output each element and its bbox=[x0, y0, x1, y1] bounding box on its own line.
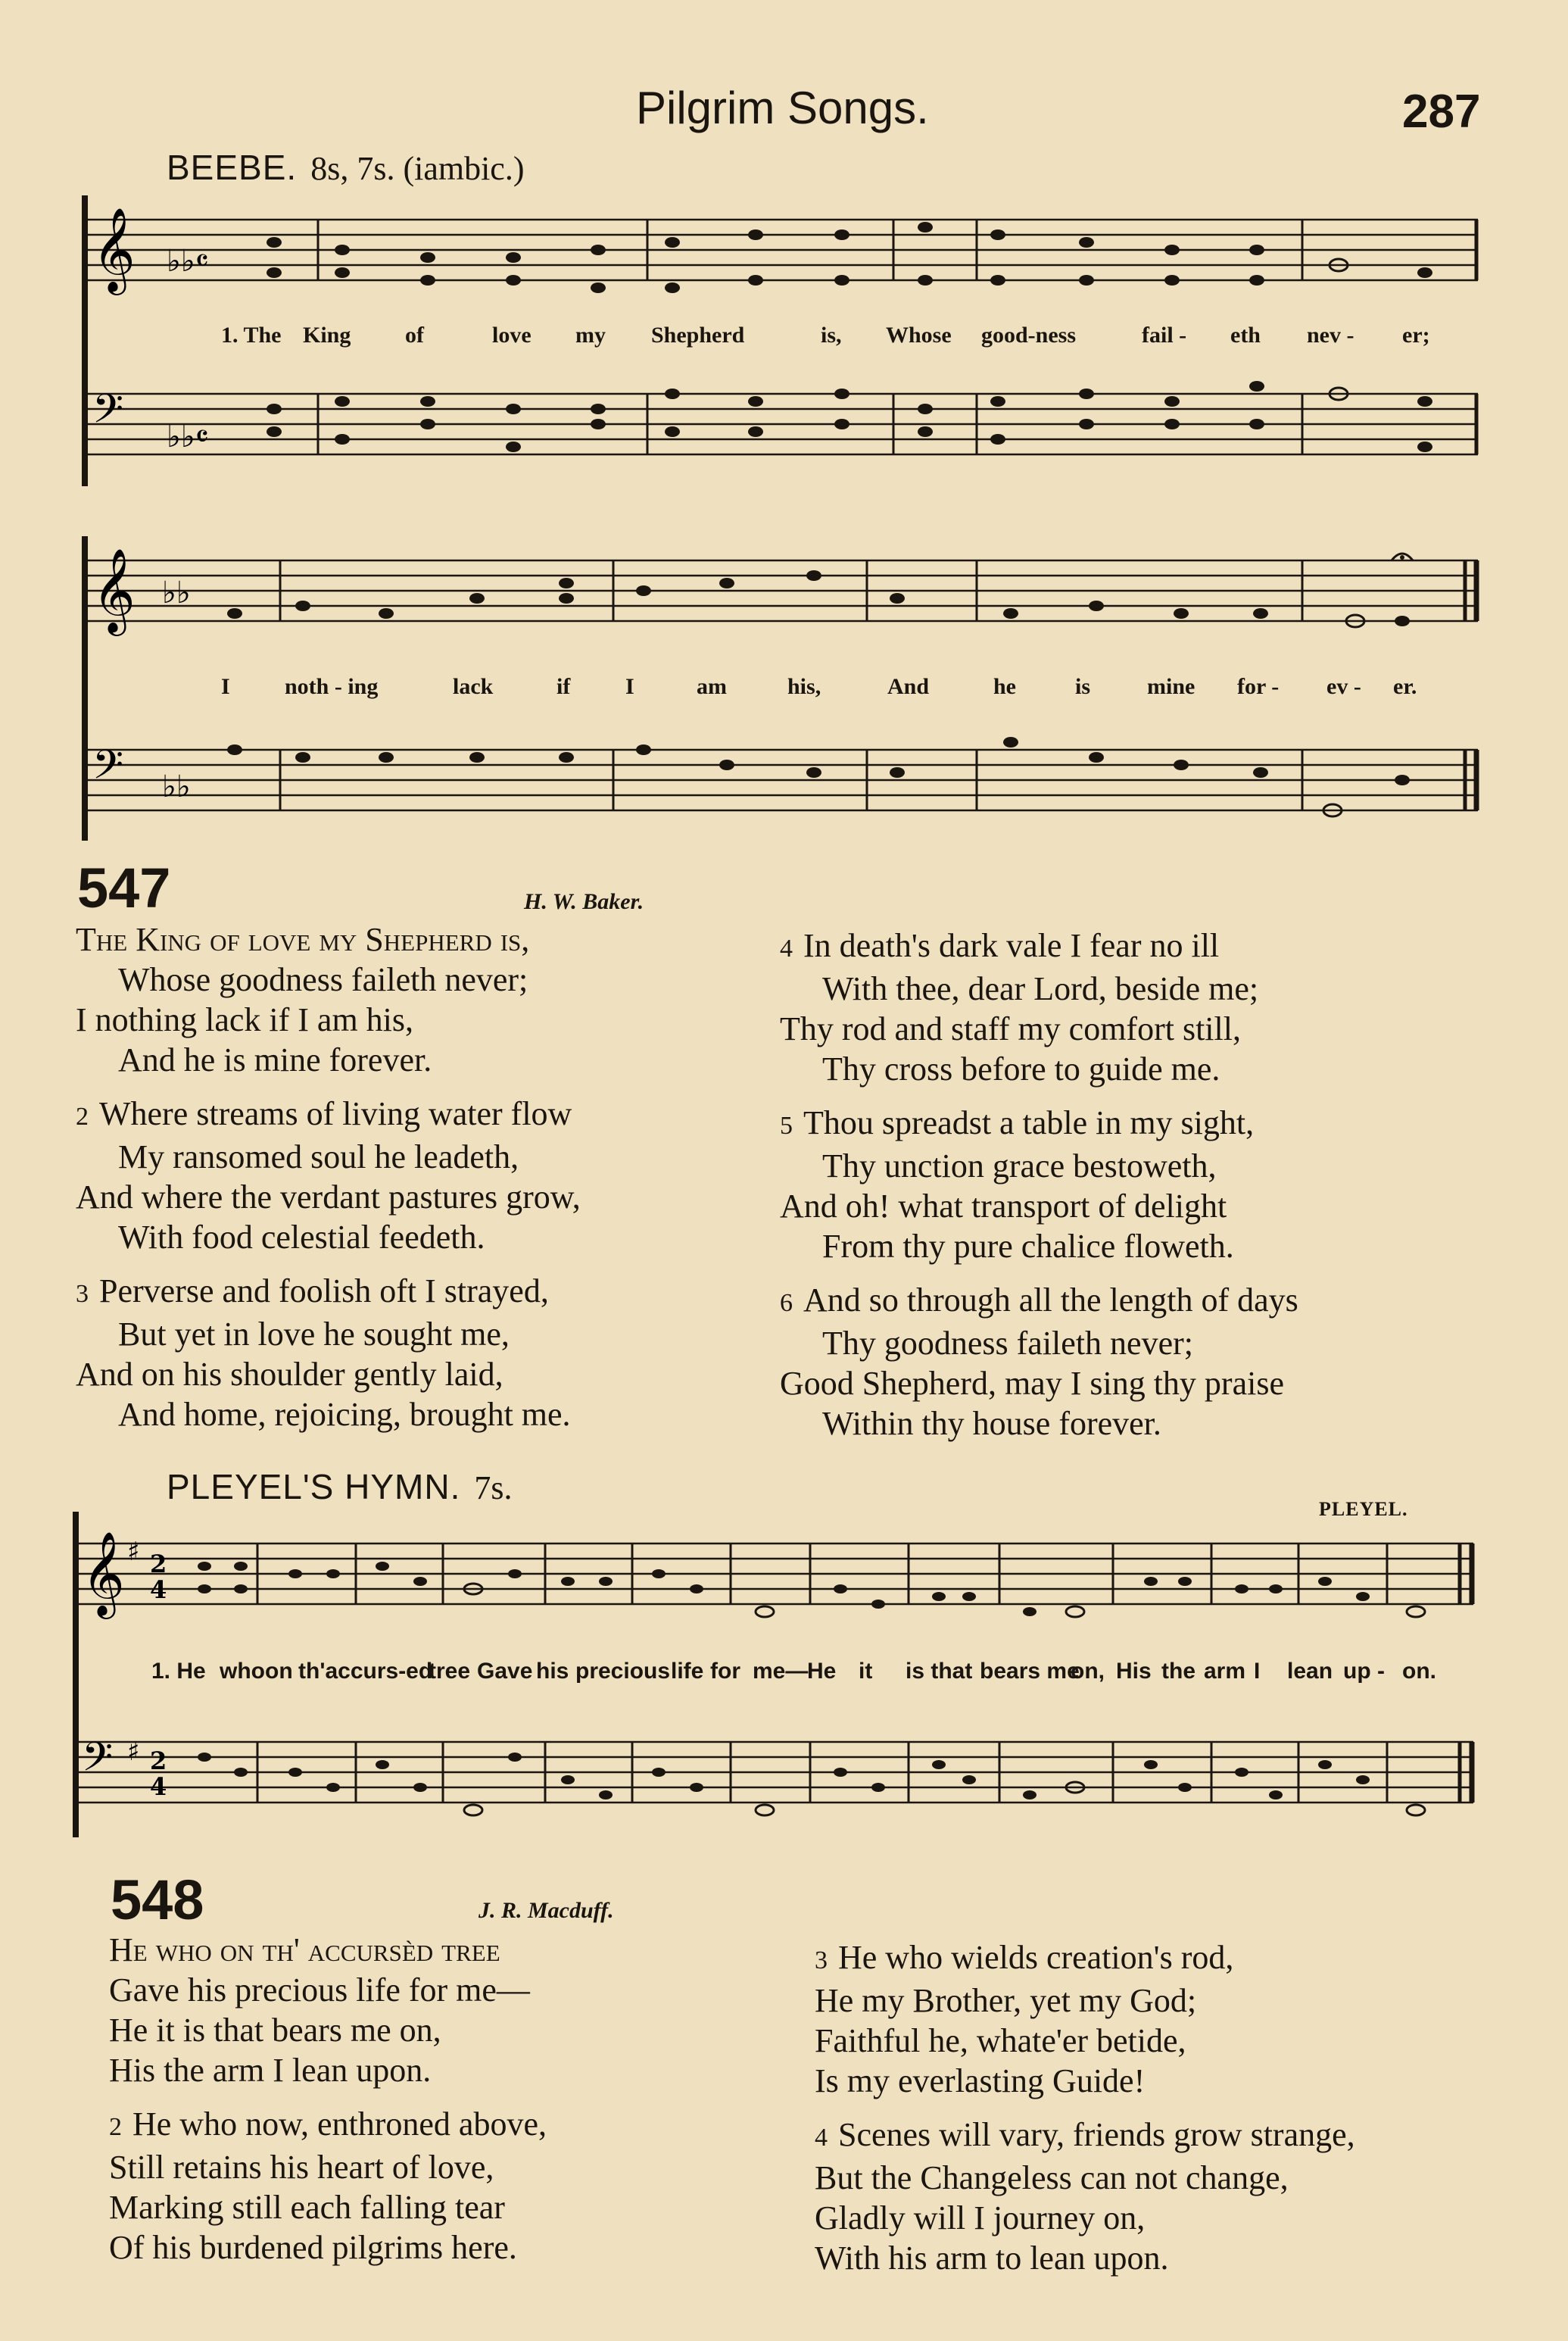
stanza: 3 Perverse and foolish oft I strayed, But yet in love he sought me, And on his shoulder gently laid, And home, rejoicing, brought me. bbox=[76, 1272, 571, 1433]
lyrics-beebe-line-1: 1. The King of love my Shepherd is, Whose good-ness fail - eth nev - er; bbox=[221, 323, 1430, 348]
svg-text:𝄢: 𝄢 bbox=[92, 742, 124, 798]
time-signature: 2 bbox=[150, 1550, 167, 1578]
music-staff-pleyel bbox=[0, 1507, 1568, 1878]
treble-staff bbox=[85, 220, 1478, 280]
svg-text:♭♭: ♭♭ bbox=[162, 769, 191, 804]
bass-clef-icon: 𝄢 bbox=[92, 386, 124, 442]
hymn-author-548: J. R. Macduff. bbox=[479, 1898, 614, 1923]
hymn-548-left-column bbox=[109, 1930, 547, 2268]
stanza: 5 Thou spreadst a table in my sight, Thy unction grace bestoweth, And oh! what transport of delight From thy pure chalice floweth. bbox=[780, 1104, 1255, 1265]
lyrics-pleyel: 1. He who on th'accurs-ed tree Gave his precious life for me— He it is that bears me on, His the arm I lean up - on. bbox=[151, 1659, 1436, 1684]
key-signature: ♭♭𝄴 bbox=[167, 244, 209, 279]
svg-text:♭♭: ♭♭ bbox=[162, 576, 191, 610]
svg-text:𝄢: 𝄢 bbox=[82, 1734, 114, 1790]
tune-name: PLEYEL'S HYMN. bbox=[167, 1467, 461, 1506]
svg-text:4: 4 bbox=[150, 1772, 167, 1801]
tune-heading-beebe bbox=[167, 147, 525, 188]
svg-text:♭♭𝄴: ♭♭𝄴 bbox=[167, 420, 209, 454]
svg-text:𝄞: 𝄞 bbox=[82, 1531, 125, 1615]
page-number: 287 bbox=[1402, 86, 1481, 138]
svg-text:𝄞: 𝄞 bbox=[92, 548, 136, 632]
stanza: 3 He who wields creation's rod, He my Brother, yet my God; Faithful he, whate'er betide, Is my everlasting Guide! bbox=[815, 1939, 1234, 2099]
treble-clef-icon: 𝄞 bbox=[92, 207, 136, 292]
tune-name: BEEBE. bbox=[167, 148, 298, 187]
hymn-number-548: 548 bbox=[111, 1868, 204, 1931]
stanza: The King of love my Shepherd is, Whose goodness faileth never; I nothing lack if I am his, And he is mine forever. bbox=[76, 921, 530, 1078]
svg-text:♯: ♯ bbox=[127, 1537, 140, 1567]
tune-composer: PLEYEL. bbox=[1319, 1498, 1408, 1520]
stanza: 2 Where streams of living water flow My ransomed soul he leadeth, And where the verdant pastures grow, With food celestial feedeth. bbox=[76, 1095, 581, 1256]
svg-text:4: 4 bbox=[150, 1575, 167, 1604]
hymn-number-547: 547 bbox=[77, 857, 171, 919]
hymn-548-right-column bbox=[815, 1937, 1355, 2278]
hymn-547-right-column bbox=[780, 925, 1298, 1444]
tune-heading-pleyel bbox=[167, 1466, 512, 1507]
svg-text:2: 2 bbox=[150, 1746, 167, 1775]
lyrics-beebe-line-2: I noth - ing lack if I am his, And he is mine for - ev - er. bbox=[221, 674, 1417, 699]
hymn-547-left-column bbox=[76, 919, 581, 1434]
bass-staff bbox=[85, 394, 1478, 454]
stanza: 2 He who now, enthroned above, Still retains his heart of love, Marking still each falling tear Of his burdened pilgrims here. bbox=[109, 2105, 547, 2266]
stanza: He who on th' accursèd tree Gave his precious life for me— He it is that bears me on, His the arm I lean upon. bbox=[109, 1931, 530, 2089]
hymn-author-547: H. W. Baker. bbox=[524, 889, 644, 914]
stanza: 6 And so through all the length of days Thy goodness faileth never; Good Shepherd, may I sing thy praise Within thy house forever. bbox=[780, 1281, 1298, 1442]
stanza: 4 Scenes will vary, friends grow strange, But the Changeless can not change, Gladly will I journey on, With his arm to lean upon. bbox=[815, 2116, 1355, 2277]
tune-meter: 8s, 7s. (iambic.) bbox=[310, 150, 525, 187]
svg-text:♯: ♯ bbox=[127, 1737, 140, 1767]
stanza: 4 In death's dark vale I fear no ill With thee, dear Lord, beside me; Thy rod and staff my comfort still, Thy cross before to guide me. bbox=[780, 927, 1259, 1088]
page-header-title: Pilgrim Songs. bbox=[636, 83, 929, 133]
tune-meter: 7s. bbox=[474, 1469, 513, 1506]
